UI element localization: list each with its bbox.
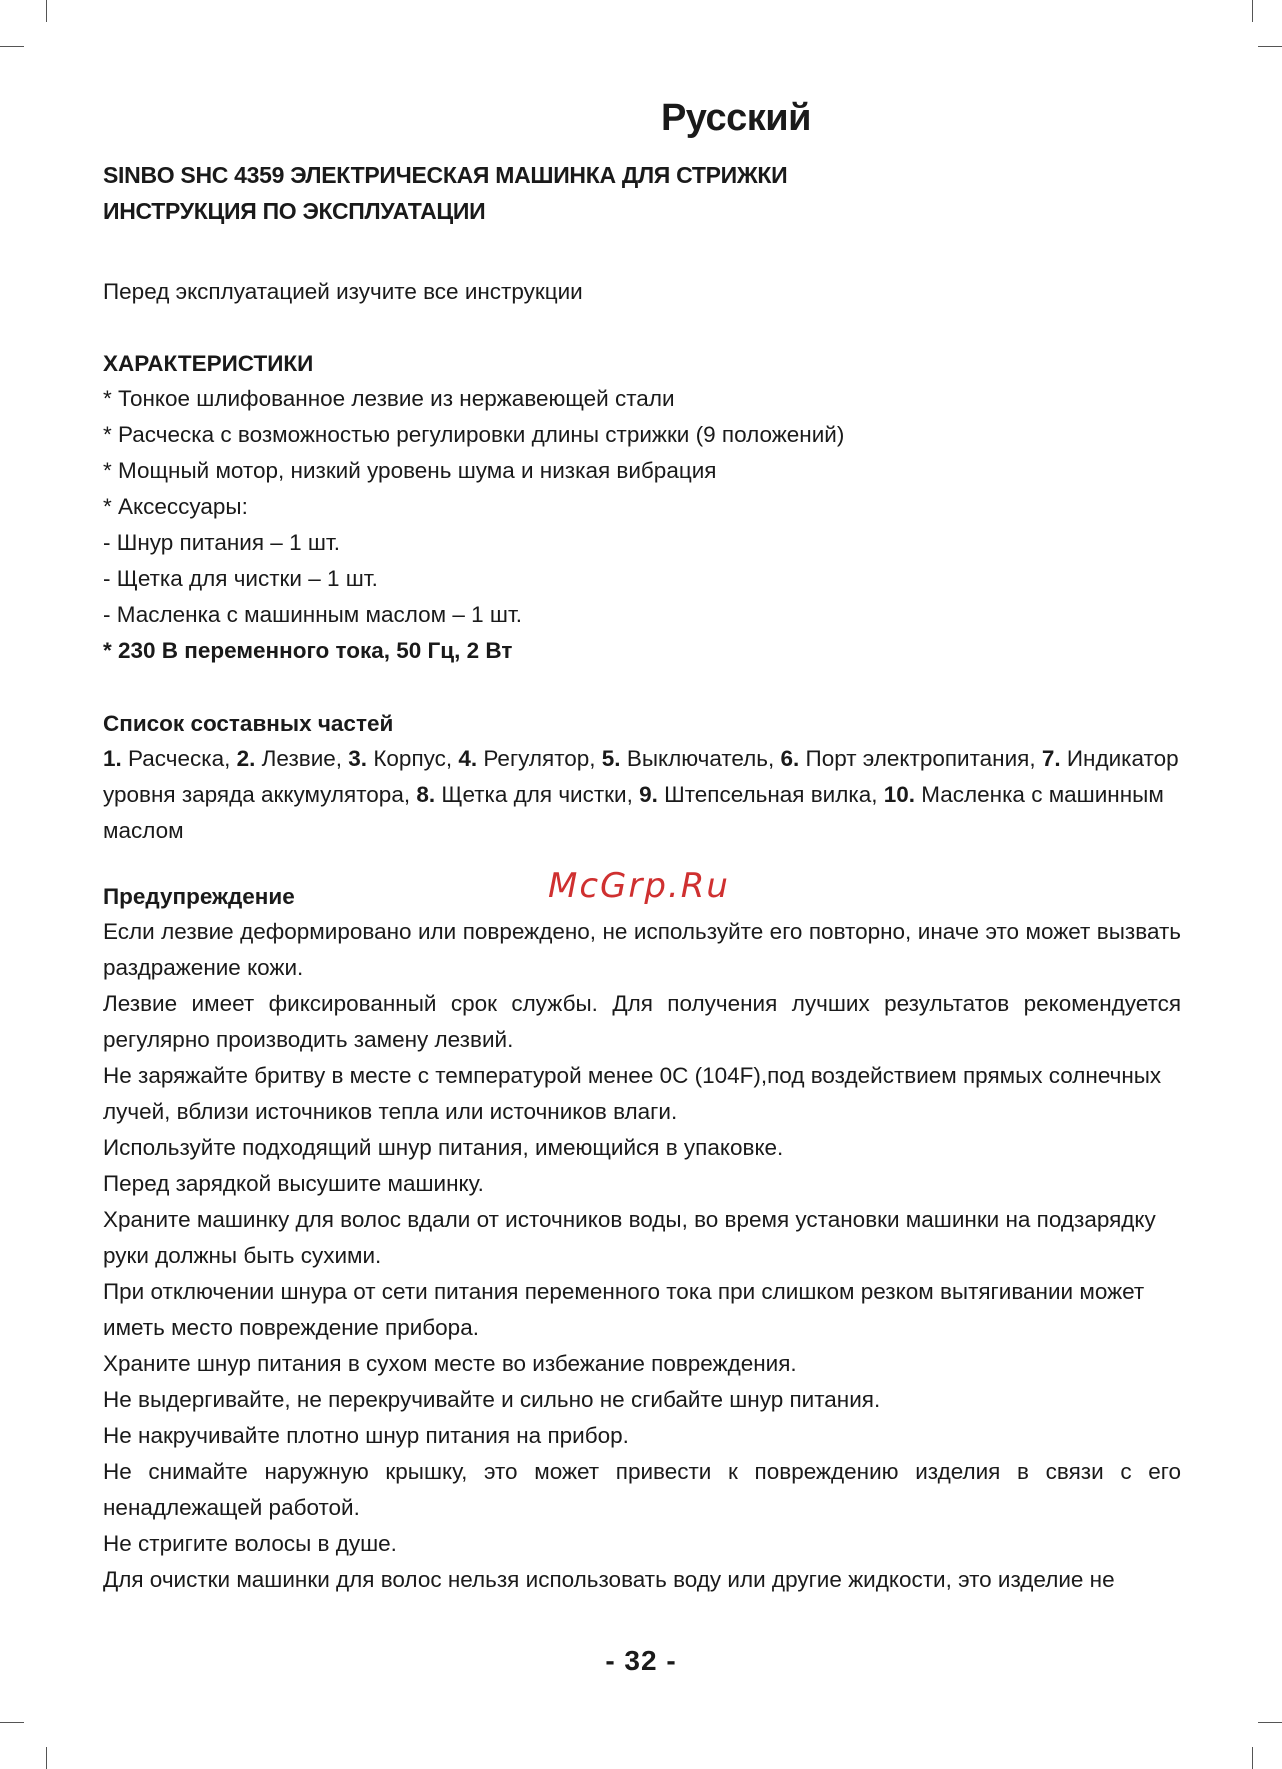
feature-item: - Щетка для чистки – 1 шт.	[103, 566, 378, 591]
page-number: - 32 -	[605, 1645, 677, 1676]
feature-item: * Расческа с возможностью регулировки длины стрижки (9 положений)	[103, 422, 845, 447]
warning-paragraph: Храните шнур питания в сухом месте во избежание повреждения.	[103, 1351, 797, 1376]
crop-mark	[1258, 1722, 1282, 1723]
part-number: 4.	[458, 746, 478, 771]
parts-section	[103, 707, 1181, 849]
part-number: 1.	[103, 746, 122, 771]
warning-paragraph: Перед зарядкой высушите машинку.	[103, 1171, 484, 1196]
crop-mark	[46, 0, 47, 22]
warning-paragraph: Используйте подходящий шнур питания, имеющийся в упаковке.	[103, 1135, 784, 1160]
warning-paragraph: Если лезвие деформировано или повреждено, не используйте его повторно, иначе это может вызвать раздражение кожи.	[103, 919, 1181, 980]
warning-paragraph: Не накручивайте плотно шнур питания на прибор.	[103, 1423, 629, 1448]
part-number: 7.	[1041, 746, 1061, 771]
part-number: 3.	[348, 746, 368, 771]
crop-mark	[1258, 46, 1282, 47]
part-number: 2.	[236, 746, 256, 771]
part-name: Штепсельная вилка,	[657, 782, 884, 807]
feature-item: - Шнур питания – 1 шт.	[103, 530, 340, 555]
document-page	[103, 95, 1181, 1598]
language-heading: Русский	[660, 97, 811, 139]
warning-paragraph: Не выдергивайте, не перекручивайте и сильно не сгибайте шнур питания.	[103, 1387, 881, 1412]
warning-paragraph: При отключении шнура от сети питания переменного тока при слишком резком вытягивании может иметь место повреждение прибора.	[103, 1279, 1145, 1340]
warning-heading: Предупреждение	[103, 884, 295, 909]
warning-paragraph: Лезвие имеет фиксированный срок службы. Для получения лучших результатов рекомендуется регулярно производить замену лезвий.	[103, 991, 1181, 1052]
features-section	[103, 347, 1181, 669]
part-number: 10.	[883, 782, 916, 807]
part-number: 8.	[416, 782, 436, 807]
warning-paragraph: Для очистки машинки для волос нельзя использовать воду или другие жидкости, это изделие не	[103, 1567, 1115, 1592]
warning-paragraph: Храните машинку для волос вдали от источников воды, во время установки машинки на подзарядку руки должны быть сухими.	[103, 1207, 1156, 1268]
watermark: McGrp.Ru	[548, 866, 730, 906]
document-title-line2: ИНСТРУКЦИЯ ПО ЭКСПЛУАТАЦИИ	[103, 198, 486, 224]
crop-mark	[46, 1747, 47, 1769]
feature-item: * Мощный мотор, низкий уровень шума и низкая вибрация	[103, 458, 717, 483]
parts-list	[103, 741, 1181, 849]
part-name: Корпус,	[367, 746, 459, 771]
crop-mark	[1252, 0, 1253, 22]
part-name: Порт электропитания,	[799, 746, 1042, 771]
warning-paragraph: Не снимайте наружную крышку, это может привести к повреждению изделия в связи с его ненадлежащей работой.	[103, 1459, 1181, 1520]
crop-mark	[1252, 1747, 1253, 1769]
intro-text: Перед эксплуатацией изучите все инструкции	[103, 279, 583, 304]
warning-section	[103, 880, 1181, 1598]
warning-paragraph: Не заряжайте бритву в месте с температурой менее 0C (104F),под воздействием прямых солнечных лучей, вблизи источников тепла или источников влаги.	[103, 1063, 1162, 1124]
warning-paragraph: Не стригите волосы в душе.	[103, 1531, 397, 1556]
part-number: 9.	[639, 782, 658, 807]
feature-item: - Масленка с машинным маслом – 1 шт.	[103, 602, 523, 627]
feature-item: * Аксессуары:	[103, 494, 248, 519]
part-number: 5.	[601, 746, 621, 771]
document-title-line1: SINBO SHC 4359 ЭЛЕКТРИЧЕСКАЯ МАШИНКА ДЛЯ СТРИЖКИ	[103, 162, 788, 188]
part-number: 6.	[780, 746, 800, 771]
features-heading: ХАРАКТЕРИСТИКИ	[103, 351, 314, 376]
parts-heading: Список составных частей	[103, 711, 394, 736]
crop-mark	[0, 1722, 24, 1723]
part-name: Масленка с машинным маслом	[103, 782, 1164, 843]
part-name: Лезвие,	[255, 746, 349, 771]
part-name: Регулятор,	[477, 746, 602, 771]
part-name: Индикатор уровня заряда аккумулятора,	[103, 746, 1179, 807]
part-name: Расческа,	[121, 746, 237, 771]
part-name: Выключатель,	[620, 746, 781, 771]
part-name: Щетка для чистки,	[435, 782, 640, 807]
crop-mark	[0, 46, 24, 47]
feature-item: * Тонкое шлифованное лезвие из нержавеющей стали	[103, 386, 675, 411]
power-spec: * 230 В переменного тока, 50 Гц, 2 Вт	[103, 638, 513, 663]
